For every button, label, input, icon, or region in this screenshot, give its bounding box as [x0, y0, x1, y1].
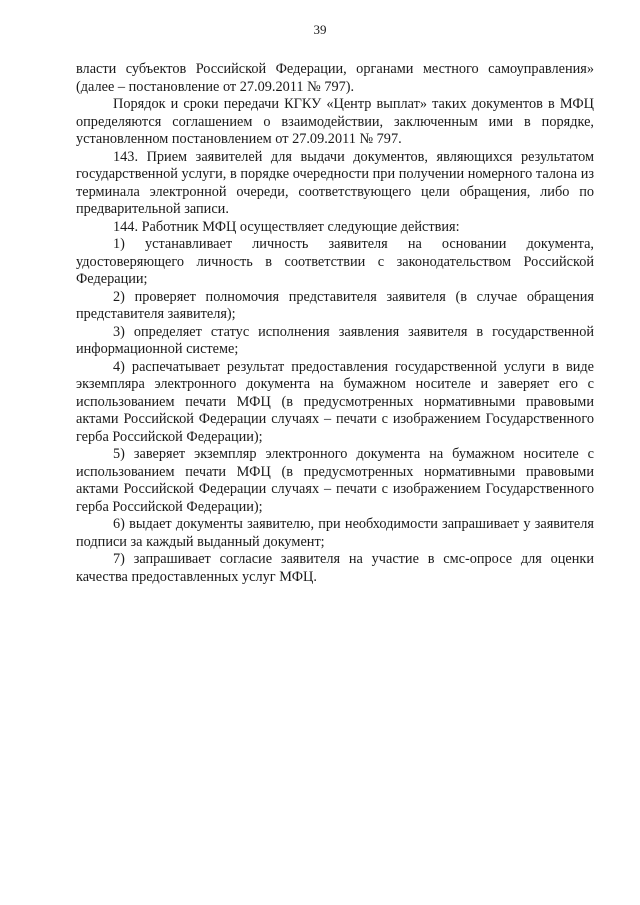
paragraph-continuation: власти субъектов Российской Федерации, органами местного самоуправления» (далее – постановление от 27.09.2011 № 797).	[76, 61, 594, 95]
paragraph-144: 144. Работник МФЦ осуществляет следующие действия:	[113, 218, 460, 235]
paragraph-143: 143. Прием заявителей для выдачи документов, являющихся результатом государственной услуги, в порядке очередности при получении номерного талона из терминала электронной очереди, соответствующего цели обращения, либо по предварительной записи.	[76, 148, 594, 217]
document-body	[76, 61, 594, 586]
list-item-7: 7) запрашивает согласие заявителя на участие в смс-опросе для оценки качества предоставленных услуг МФЦ.	[76, 551, 594, 585]
paragraph-transfer-procedure: Порядок и сроки передачи КГКУ «Центр выплат» таких документов в МФЦ определяются соглашением о взаимодействии, заключенным ими в порядке, установленном постановлением от 27.09.2011 № 797.	[76, 96, 594, 147]
list-item-3: 3) определяет статус исполнения заявления заявителя в государственной информационной системе;	[76, 323, 594, 357]
list-item-1: 1) устанавливает личность заявителя на основании документа, удостоверяющего личность в соответствии с законодательством Российской Федерации;	[76, 236, 594, 287]
list-item-2: 2) проверяет полномочия представителя заявителя (в случае обращения представителя заявителя);	[76, 288, 594, 322]
page-number: 39	[313, 22, 327, 37]
list-item-6: 6) выдает документы заявителю, при необходимости запрашивает у заявителя подписи за каждый выданный документ;	[76, 516, 594, 550]
list-item-5: 5) заверяет экземпляр электронного документа на бумажном носителе с использованием печати МФЦ (в предусмотренных нормативными правовыми актами Российской Федерации случаях – печати с изображением Государственного герба Российской Федерации);	[76, 446, 594, 515]
list-item-4: 4) распечатывает результат предоставления государственной услуги в виде экземпляра электронного документа на бумажном носителе и заверяет его с использованием печати МФЦ (в предусмотренных нормативными правовыми актами Российской Федерации случаях – печати с изображением Государственного герба Российской Федерации);	[76, 358, 594, 445]
